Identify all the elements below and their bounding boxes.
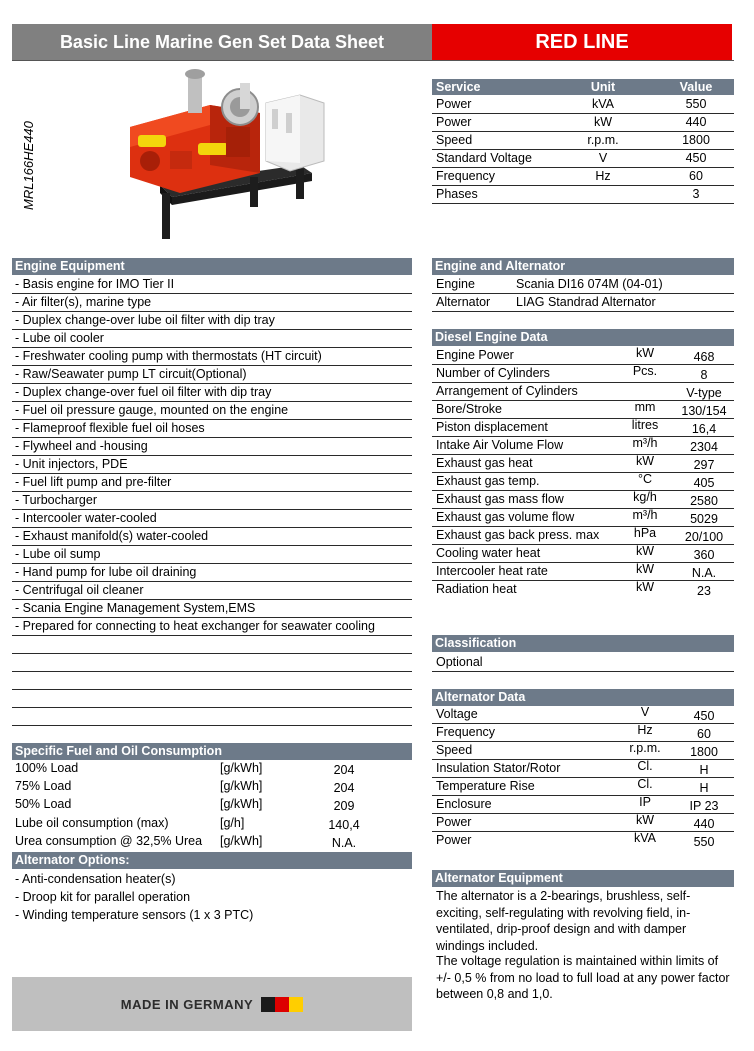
alternator-label: Enclosure [436, 797, 492, 811]
engine-equipment-row [12, 438, 412, 456]
engine-equipment-row [12, 708, 412, 726]
diesel-label: Piston displacement [436, 420, 548, 434]
header-divider [12, 60, 734, 61]
fuel-unit: [g/kWh] [220, 834, 263, 848]
fuel-consumption-title: Specific Fuel and Oil Consumption [12, 743, 412, 760]
alternator-label: Temperature Rise [436, 779, 535, 793]
alternator-value: IP 23 [689, 799, 719, 813]
diesel-value: 405 [693, 476, 715, 490]
diesel-row [432, 419, 734, 437]
engine-equipment-item: - Freshwater cooling pump with thermostats (HT circuit) [15, 349, 322, 363]
diesel-value: 5029 [690, 512, 718, 526]
diesel-unit: Pcs. [632, 365, 658, 378]
row-service [432, 168, 734, 186]
alternator-value: 60 [697, 727, 711, 741]
alternator-row [432, 706, 734, 724]
diesel-value: N.A. [691, 566, 717, 580]
fuel-value: 204 [333, 781, 355, 795]
engine-alternator-label: Alternator [436, 295, 491, 309]
alternator-label: Voltage [436, 707, 478, 721]
service-header-unit: Unit [590, 80, 616, 94]
row-service [432, 132, 734, 150]
alternator-row [432, 760, 734, 778]
engine-equipment-row [12, 276, 412, 294]
brand-title: RED LINE [432, 24, 732, 60]
diesel-engine-title: Diesel Engine Data [432, 329, 734, 346]
engine-equipment-item: - Lube oil sump [15, 547, 101, 561]
alternator-row [432, 778, 734, 796]
diesel-unit: °C [637, 473, 653, 486]
service-label: Power [436, 115, 472, 129]
fuel-unit: [g/kWh] [220, 779, 263, 793]
row-service [432, 114, 734, 132]
diesel-value: 130/154 [681, 404, 727, 418]
engine-equipment-row [12, 690, 412, 708]
alternator-equipment-text-1: The alternator is a 2-bearings, brushless, self-exciting, self-regulating with revolving field, in-ventilated, drip-proof design and with damper windings included. [436, 889, 691, 953]
model-number: MRL166HE440 [21, 121, 36, 210]
engine-equipment-row [12, 384, 412, 402]
diesel-unit: kW [635, 347, 655, 360]
diesel-unit: kg/h [633, 491, 657, 504]
engine-equipment-item: - Unit injectors, PDE [15, 457, 128, 471]
alternator-unit: kW [635, 814, 655, 827]
diesel-row [432, 545, 734, 563]
service-label: Standard Voltage [436, 151, 532, 165]
diesel-value: 2304 [690, 440, 718, 454]
alternator-option-row [12, 871, 412, 889]
engine-equipment-item: - Centrifugal oil cleaner [15, 583, 144, 597]
engine-equipment-item: - Basis engine for IMO Tier II [15, 277, 175, 291]
engine-equipment-item: - Turbocharger [15, 493, 97, 507]
fuel-row [12, 760, 412, 778]
alternator-value: 440 [693, 817, 715, 831]
fuel-value: 140,4 [328, 818, 360, 832]
diesel-unit: kW [635, 545, 655, 558]
engine-equipment-row [12, 456, 412, 474]
alternator-row [432, 742, 734, 760]
engine-equipment-row [12, 402, 412, 420]
engine-equipment-row [12, 528, 412, 546]
engine-equipment-item: - Intercooler water-cooled [15, 511, 157, 525]
engine-equipment-row [12, 582, 412, 600]
diesel-value: 468 [693, 350, 715, 364]
engine-equipment-row [12, 420, 412, 438]
fuel-value: 204 [333, 763, 355, 777]
diesel-value: 297 [693, 458, 715, 472]
diesel-unit: kW [635, 455, 655, 468]
fuel-value: N.A. [331, 836, 357, 850]
fuel-label: 100% Load [15, 761, 79, 775]
alternator-label: Power [436, 815, 472, 829]
diesel-row [432, 527, 734, 545]
alternator-row [432, 796, 734, 814]
row-service [432, 150, 734, 168]
service-unit: V [598, 151, 608, 165]
engine-equipment-row [12, 294, 412, 312]
engine-equipment-item: - Fuel lift pump and pre-filter [15, 475, 172, 489]
diesel-unit: m³/h [632, 509, 658, 522]
diesel-label: Engine Power [436, 348, 514, 362]
engine-equipment-item: - Hand pump for lube oil draining [15, 565, 197, 579]
made-in-germany-text: MADE IN GERMANY [120, 996, 254, 1012]
diesel-label: Arrangement of Cylinders [436, 384, 578, 398]
diesel-row [432, 563, 734, 581]
alternator-unit: kVA [634, 832, 656, 845]
classification-title: Classification [432, 635, 734, 652]
service-value: 1800 [682, 133, 710, 147]
diesel-row [432, 401, 734, 419]
alternator-option-item: - Droop kit for parallel operation [15, 890, 191, 904]
fuel-unit: [g/kWh] [220, 761, 263, 775]
engine-equipment-row [12, 726, 412, 744]
row-service [432, 186, 734, 204]
service-unit: r.p.m. [587, 133, 619, 147]
service-value: 60 [689, 169, 703, 183]
engine-equipment-row [12, 546, 412, 564]
engine-equipment-row [12, 564, 412, 582]
engine-equipment-row [12, 474, 412, 492]
fuel-value: 209 [333, 799, 355, 813]
alternator-options-title: Alternator Options: [12, 852, 412, 869]
engine-equipment-item: - Flywheel and -housing [15, 439, 148, 453]
engine-equipment-row [12, 492, 412, 510]
classification-row [432, 654, 734, 672]
document-title: Basic Line Marine Gen Set Data Sheet [12, 24, 432, 60]
engine-equipment-item: - Duplex change-over fuel oil filter with dip tray [15, 385, 272, 399]
engine-equipment-row [12, 510, 412, 528]
engine-equipment-item: - Fuel oil pressure gauge, mounted on the engine [15, 403, 289, 417]
diesel-label: Exhaust gas heat [436, 456, 533, 470]
alternator-label: Power [436, 833, 472, 847]
alternator-unit: Cl. [637, 778, 653, 791]
service-label: Speed [436, 133, 473, 147]
diesel-label: Radiation heat [436, 582, 517, 596]
fuel-row [12, 833, 412, 851]
alternator-row [432, 832, 734, 850]
alternator-value: 1800 [690, 745, 718, 759]
engine-equipment-item: - Lube oil cooler [15, 331, 104, 345]
service-value: 550 [685, 97, 707, 111]
diesel-label: Bore/Stroke [436, 402, 503, 416]
diesel-row [432, 347, 734, 365]
alternator-option-row [12, 907, 412, 925]
engine-equipment-row [12, 330, 412, 348]
diesel-unit: hPa [633, 527, 657, 540]
engine-equipment-item: - Exhaust manifold(s) water-cooled [15, 529, 209, 543]
alternator-value: 550 [693, 835, 715, 849]
engine-equipment-row [12, 600, 412, 618]
diesel-row [432, 437, 734, 455]
engine-alternator-title: Engine and Alternator [432, 258, 734, 275]
alternator-label: Insulation Stator/Rotor [436, 761, 561, 775]
service-value: 440 [685, 115, 707, 129]
diesel-row [432, 473, 734, 491]
engine-equipment-item: - Raw/Seawater pump LT circuit(Optional) [15, 367, 247, 381]
diesel-label: Cooling water heat [436, 546, 541, 560]
diesel-label: Number of Cylinders [436, 366, 550, 380]
fuel-label: Lube oil consumption (max) [15, 816, 169, 830]
classification-value: Optional [436, 655, 483, 669]
diesel-label: Intake Air Volume Flow [436, 438, 564, 452]
engine-equipment-row [12, 618, 412, 636]
alternator-option-item: - Winding temperature sensors (1 x 3 PTC) [15, 908, 254, 922]
engine-equipment-row [12, 636, 412, 654]
alternator-option-row [12, 889, 412, 907]
service-unit: kVA [592, 97, 614, 111]
diesel-value: V-type [686, 386, 722, 400]
service-label: Phases [436, 187, 478, 201]
fuel-unit: [g/h] [220, 816, 245, 830]
engine-equipment-item: - Scania Engine Management System,EMS [15, 601, 256, 615]
engine-alternator-value: Scania DI16 074M (04-01) [516, 277, 663, 291]
alternator-option-item: - Anti-condensation heater(s) [15, 872, 176, 886]
engine-equipment-row [12, 654, 412, 672]
engine-equipment-row [12, 672, 412, 690]
service-value: 450 [685, 151, 707, 165]
engine-equipment-row [12, 366, 412, 384]
service-table-header [432, 79, 734, 95]
alternator-unit: IP [639, 796, 651, 809]
diesel-row [432, 455, 734, 473]
diesel-row [432, 581, 734, 599]
service-label: Frequency [436, 169, 496, 183]
diesel-value: 8 [700, 368, 708, 382]
engine-alternator-row [432, 276, 734, 294]
engine-equipment-item: - Air filter(s), marine type [15, 295, 152, 309]
row-service [432, 96, 734, 114]
diesel-value: 16,4 [691, 422, 717, 436]
alternator-equipment-text-2: The voltage regulation is maintained within limits of +/- 0,5 % from no load to full load at any power factor between 0,8 and 1,0. [436, 954, 730, 1001]
engine-equipment-row [12, 348, 412, 366]
german-flag-icon [261, 997, 303, 1012]
diesel-value: 20/100 [684, 530, 724, 544]
alternator-unit: Cl. [637, 760, 653, 773]
alternator-label: Speed [436, 743, 473, 757]
diesel-label: Exhaust gas temp. [436, 474, 540, 488]
service-value: 3 [692, 187, 700, 201]
alternator-unit: V [640, 706, 650, 719]
diesel-label: Intercooler heat rate [436, 564, 548, 578]
alternator-row [432, 724, 734, 742]
engine-equipment-item: - Prepared for connecting to heat exchanger for seawater cooling [15, 619, 375, 633]
engine-equipment-item: - Flameproof flexible fuel oil hoses [15, 421, 205, 435]
fuel-row [12, 796, 412, 814]
made-in-germany-banner [12, 977, 412, 1031]
diesel-label: Exhaust gas back press. max [436, 528, 600, 542]
engine-equipment-title: Engine Equipment [12, 258, 412, 275]
fuel-label: Urea consumption @ 32,5% Urea [15, 834, 203, 848]
diesel-row [432, 491, 734, 509]
alternator-value: H [699, 763, 709, 777]
fuel-row [12, 778, 412, 796]
diesel-value: 2580 [690, 494, 718, 508]
diesel-row [432, 383, 734, 401]
service-unit: kW [593, 115, 613, 129]
alternator-unit: Hz [637, 724, 653, 737]
engine-alternator-label: Engine [436, 277, 475, 291]
service-label: Power [436, 97, 472, 111]
diesel-unit: m³/h [632, 437, 658, 450]
diesel-unit: litres [631, 419, 659, 432]
diesel-label: Exhaust gas volume flow [436, 510, 575, 524]
service-unit: Hz [595, 169, 611, 183]
alternator-unit: r.p.m. [629, 742, 661, 755]
fuel-unit: [g/kWh] [220, 797, 263, 811]
engine-alternator-value: LIAG Standrad Alternator [516, 295, 656, 309]
diesel-label: Exhaust gas mass flow [436, 492, 564, 506]
genset-image [100, 65, 330, 245]
alternator-row [432, 814, 734, 832]
engine-equipment-item: - Duplex change-over lube oil filter with dip tray [15, 313, 275, 327]
engine-equipment-row [12, 312, 412, 330]
fuel-label: 75% Load [15, 779, 72, 793]
fuel-label: 50% Load [15, 797, 72, 811]
alternator-value: H [699, 781, 709, 795]
diesel-unit: kW [635, 563, 655, 576]
alternator-data-title: Alternator Data [432, 689, 734, 706]
diesel-unit: mm [634, 401, 656, 414]
diesel-row [432, 365, 734, 383]
service-header-label: Service [436, 80, 481, 94]
alternator-label: Frequency [436, 725, 496, 739]
alternator-equipment-title: Alternator Equipment [432, 870, 734, 887]
diesel-value: 360 [693, 548, 715, 562]
engine-alternator-row [432, 294, 734, 312]
fuel-row [12, 815, 412, 833]
diesel-unit: kW [635, 581, 655, 594]
service-header-value: Value [679, 80, 713, 94]
alternator-value: 450 [693, 709, 715, 723]
diesel-value: 23 [697, 584, 711, 598]
diesel-row [432, 509, 734, 527]
